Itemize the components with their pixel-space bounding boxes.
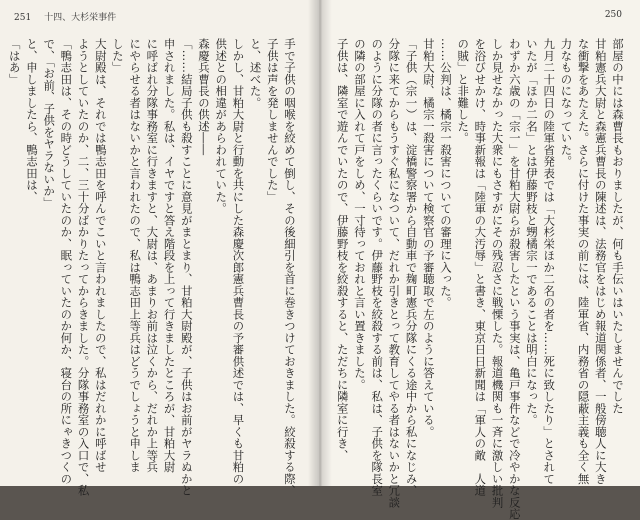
text-line: いたが「ほか二名」とは伊藤野枝と甥橘宗一であることは明白になった。 bbox=[524, 38, 539, 426]
text-line: 分隊に来てからもうすぐ私になついて、だれか引きとって教育してやる者はないかと冗談 bbox=[387, 38, 402, 508]
text-line: しかし、甘粕大尉と行動を共にした森慶次郎憲兵曹長の予審供述では、早くも甘粕の bbox=[231, 38, 246, 485]
text-line: 甘粕大尉、橘宗一殺害について検察官の予審聴取で左のように答えている。 bbox=[421, 38, 436, 438]
text-line: 甘粕憲兵大尉と森憲兵曹長の陳述は、法務官をはじめ報道関係者、一般傍聴人に大き bbox=[593, 38, 608, 485]
right-page-text bbox=[335, 38, 626, 520]
left-page-header bbox=[14, 10, 116, 23]
text-line: した」 bbox=[110, 38, 125, 74]
text-line: に呼ばれ分隊事務室に行きますと、大尉は、あまりお前は泣くから、だれか上等兵 bbox=[145, 38, 160, 473]
text-line: 「はあ」 bbox=[7, 38, 22, 85]
running-title: 十四、大杉栄事件 bbox=[44, 13, 117, 23]
right-page-header bbox=[605, 10, 622, 20]
text-line: 部屋の中には森曹長もおりましたが、何も手伝いはいたしませんでした bbox=[611, 38, 625, 414]
text-line: 供述との相違があらわれていた。 bbox=[214, 38, 229, 215]
text-line: の隣の部屋に入れて戸をしめ、一寸待っておれと言い置きました。 bbox=[352, 38, 367, 391]
text-line: 大尉殿は、それでは鴨志田を呼んでこいと言われましたので、私はだれかに呼ばせ bbox=[93, 38, 108, 473]
text-line: ようとしていたのか、二、三十分ばかりたってからきました。分隊事務室の入口で、私 bbox=[76, 38, 91, 497]
text-line: にやらせる者はないかと言われたので、私は鴨志田上等兵はどうでしょうと申しま bbox=[128, 38, 143, 473]
text-line: ……公判は、橘宗一殺害についての審理に入った。 bbox=[438, 38, 453, 309]
text-line: な衝撃をあたえた。さらに付けた事実の前には、陸軍省、内務省の隠蔽主義も全く無 bbox=[576, 38, 591, 485]
text-line: と、述べた。 bbox=[248, 38, 263, 109]
text-line: で、「お前、子供をヤラないか」 bbox=[42, 38, 57, 209]
left-page bbox=[0, 0, 316, 497]
text-line: の賊」と非難した。 bbox=[456, 38, 471, 144]
text-line: 申されました。私は、イヤですと答え階段を上って行きましたところが、甘粕大尉 bbox=[162, 38, 177, 473]
text-line: のように分隊の者に言ったくらいです。伊藤野枝を絞殺する前は、私は、子供を隊長室 bbox=[370, 38, 385, 497]
left-page-text bbox=[7, 38, 298, 497]
right-page-number: 250 bbox=[604, 10, 622, 20]
text-line: と、申しましたら、鴨志田は、 bbox=[24, 38, 39, 203]
text-line: 「鴨志田は、その時どうしていたのか、眠っていたのか何か、寝台の所にゃきつくの bbox=[59, 38, 74, 485]
text-line: 森慶兵曹長の供述―― bbox=[196, 38, 211, 156]
text-line: 手で子供の咽喉を絞めて倒し、その後細引を首に巻きつけておきました。絞殺する際、 bbox=[283, 38, 297, 497]
text-line: 九月二十四日の陸軍省発表では「大杉栄ほか二名の者を……死に致したり」とされて bbox=[542, 38, 557, 485]
text-line: 「子供（宗一）は、淀橋警察署から自動車で麹町憲兵分隊にくる途中から私になじみ、 bbox=[404, 38, 419, 497]
text-line: 「……結局子供も殺すことに意見がまとまり、甘粕大尉殿が、子供はお前がヤラぬかと bbox=[179, 38, 194, 497]
text-line: を浴びせかけ、時事新報は「陸軍の大汚辱」と書き、東京日日新聞は「軍人の敵 人道 bbox=[473, 38, 488, 497]
left-page-number: 251 bbox=[14, 13, 32, 23]
text-line: 子供は声を発しませんでした」 bbox=[265, 38, 280, 203]
text-line: しか見せなかった大衆にもさすがにその残忍さに戦慄した。報道機関も一斉に激しい批判 bbox=[490, 38, 505, 508]
text-line: 力なものになっていた。 bbox=[559, 38, 574, 168]
text-line: 子供は、隣室で遊んでいたので、伊藤野枝を絞殺すると、ただちに隣室に行き、 bbox=[335, 38, 350, 461]
text-line: わずか六歳の「宗一」を甘粕大尉らが殺害したという事実は、亀戸事件などで冷やかな反応 bbox=[507, 38, 522, 520]
right-page bbox=[316, 0, 640, 520]
